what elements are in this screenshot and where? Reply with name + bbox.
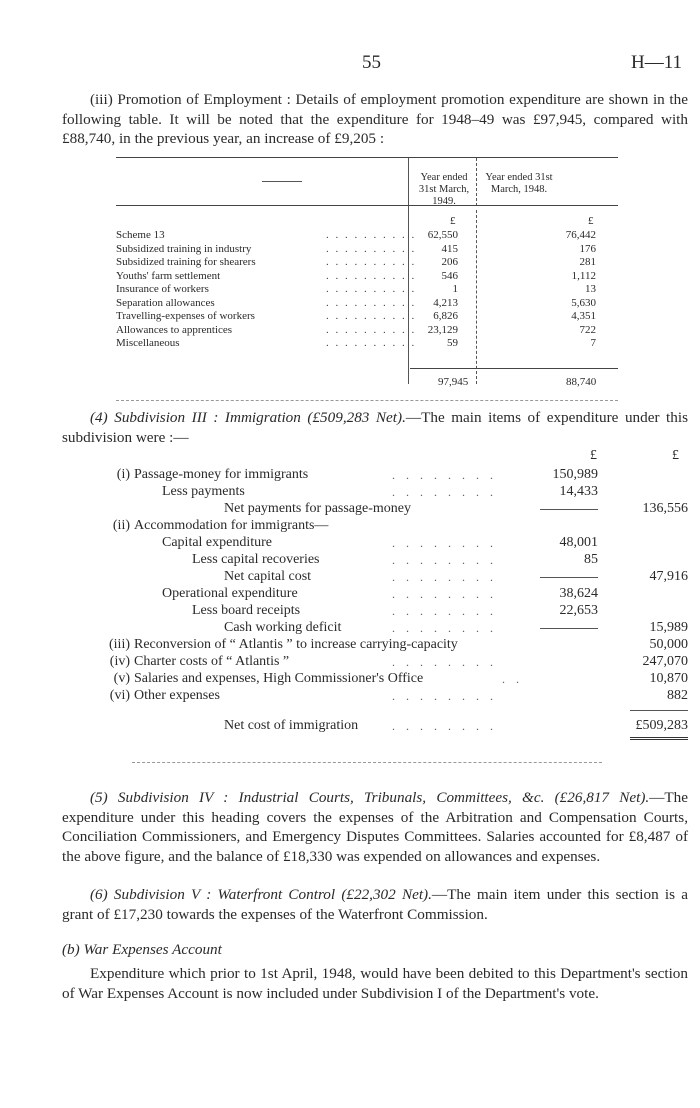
- table-row: Subsidized training for shearers . . . . . . . . . . 206 281: [116, 256, 596, 268]
- immigration-paragraph: [62, 408, 688, 447]
- table-total-rule: [410, 368, 618, 369]
- imm-row-ii-op: Operational expenditure . . . . . . . . 38,624: [162, 586, 598, 601]
- immigration-heading: (4) Subdivision III : Immigration (£509,283 Net).: [90, 409, 406, 426]
- imm-row-ii: (ii) Accommodation for immigrants—: [112, 518, 329, 533]
- table-row: Youths' farm settlement . . . . . . . . . . 546 1,112: [116, 269, 596, 282]
- imm-row-iv: (iv) Charter costs of “ Atlantis ” . . . . . . . . 247,070: [109, 654, 688, 669]
- table-header-dash: [262, 181, 302, 182]
- table-row: Travelling-expenses of workers . . . . . . . . . . 6,826 4,351: [116, 310, 596, 322]
- industrial-text: —The expenditure under this heading covers the expenses of the Arbitration and Compensation Courts, Conciliation Commissioners, and Emergency Disputes Committees. Salaries accounted for £8,487 of the above figure, and the balance of £18,330 was expended on allowances and expenses.: [62, 789, 688, 865]
- unit-1948: £: [588, 215, 594, 227]
- imm-row-i-less: Less payments . . . . . . . . 14,433: [162, 484, 598, 499]
- table-row: Scheme 13 . . . . . . . . . . 62,550 76,442: [116, 229, 596, 241]
- imm-row-ii-rec: Less capital recoveries . . . . . . . . 85: [192, 552, 598, 567]
- imm-row-i: (i) Passage-money for immigrants . . . . . . . . 150,989: [116, 467, 598, 482]
- total-1948: 88,740: [566, 376, 597, 388]
- war-expenses-heading: (b) War Expenses Account: [62, 941, 222, 958]
- imm-row-ii-board: Less board receipts . . . . . . . . 22,653: [192, 603, 598, 618]
- imm-unit-2: £: [672, 448, 679, 463]
- immigration-text: —The main items of expenditure under this subdivision were :—: [62, 409, 688, 446]
- promotion-text: Details of employment promotion expenditure are shown in the following table. It will be noted that the expenditure for 1948–49 was £97,945, compared with £88,740, in the previous year, an increase of £9,205 :: [62, 91, 688, 147]
- section-separator: [116, 400, 618, 401]
- promotion-heading: (iii) Promotion of Employment :: [90, 91, 291, 108]
- waterfront-heading: (6) Subdivision V : Waterfront Control (£22,302 Net).: [90, 886, 432, 903]
- imm-row-net: Net cost of immigration . . . . . . . . £509,283: [224, 718, 688, 733]
- table-row: Insurance of workers . . . . . . . . . . 1 13: [116, 283, 596, 295]
- imm-row-ii-net: Net capital cost . . . . . . . . 47,916: [224, 569, 688, 584]
- unit-1949: £: [450, 215, 456, 227]
- imm-row-iii: (iii) Reconversion of “ Atlantis ” to increase carrying-capacity 50,000: [109, 637, 688, 652]
- imm-row-v: (v) Salaries and expenses, High Commissioner's Office . . 10,870: [113, 671, 688, 686]
- table-header-rule: [476, 158, 477, 206]
- promotion-paragraph: [62, 90, 688, 149]
- col-header-1948: Year ended 31st March, 1948.: [485, 172, 553, 195]
- page-reference: H—11: [630, 52, 682, 73]
- table-header-rule-bottom: [116, 205, 618, 206]
- war-expenses-paragraph: [62, 964, 688, 1003]
- imm-unit-1: £: [590, 448, 597, 463]
- imm-row-ii-cap: Capital expenditure . . . . . . . . 48,001: [162, 535, 598, 550]
- war-expenses-text: Expenditure which prior to 1st April, 1948, would have been debited to this Department's section of War Expenses Account is now included under Subdivision I of the Department's vote.: [62, 965, 688, 1002]
- imm-total-double-rule: [630, 737, 688, 740]
- imm-row-ii-cash: Cash working deficit . . . . . . . . 15,989: [224, 620, 688, 635]
- imm-row-vi: (vi) Other expenses . . . . . . . . 882: [109, 688, 688, 703]
- table-row: Allowances to apprentices . . . . . . . . . . 23,129 722: [116, 323, 596, 336]
- table-row: Separation allowances . . . . . . . . . . 4,213 5,630: [116, 296, 596, 309]
- col-header-1949: Year ended 31st March, 1949.: [418, 172, 470, 207]
- imm-row-i-net: Net payments for passage-money 136,556: [224, 501, 688, 516]
- imm-sum-rule: [630, 710, 688, 711]
- table-row: Miscellaneous . . . . . . . . . . 59 7: [116, 337, 596, 349]
- industrial-paragraph: [62, 788, 688, 866]
- section-separator-2: [132, 762, 602, 763]
- waterfront-text: —The main item under this section is a grant of £17,230 towards the expenses of the Waterfront Commission.: [62, 886, 688, 923]
- page-number: 55: [362, 52, 381, 73]
- total-1949: 97,945: [438, 376, 469, 388]
- waterfront-paragraph: [62, 885, 688, 924]
- table-row: Subsidized training in industry . . . . . . . . . . 415 176: [116, 242, 596, 255]
- table-top-rule: [116, 157, 618, 158]
- industrial-heading: (5) Subdivision IV : Industrial Courts, Tribunals, Committees, &c. (£26,817 Net).: [90, 789, 650, 806]
